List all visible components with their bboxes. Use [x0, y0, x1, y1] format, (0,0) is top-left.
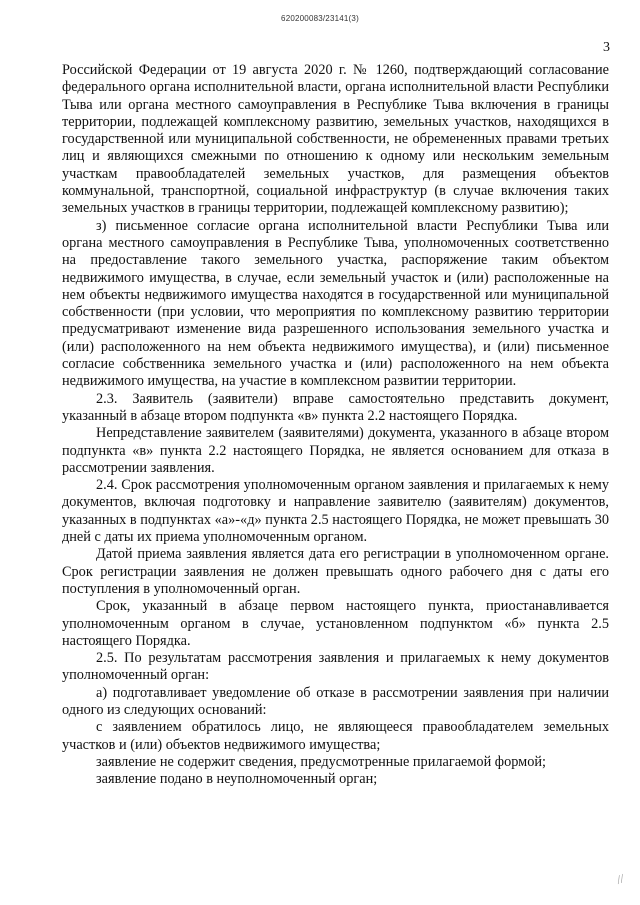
paragraph-2-3: 2.3. Заявитель (заявители) вправе самостоятельно представить документ, указанный в абзаце втором подпункта «в» пункта 2.2 настоящего Порядка. [62, 390, 609, 424]
paragraph-subitem-a: а) подготавливает уведомление об отказе в рассмотрении заявления при наличии одного из следующих оснований: [62, 684, 609, 718]
paragraph-non-submission: Непредставление заявителем (заявителями) документа, указанного в абзаце втором подпункта «в» пункта 2.2 настоящего Порядка, не является основанием для отказа в рассмотрении заявления. [62, 425, 609, 476]
paragraph-ground-2: заявление не содержит сведения, предусмотренные прилагаемой формой; [96, 753, 546, 770]
page-number: 3 [603, 40, 610, 55]
paragraph-term-suspension: Срок, указанный в абзаце первом настоящего пункта, приостанавливается уполномоченным органом в случае, установленном подпунктом «б» пункта 2.5 настоящего Порядка. [62, 598, 609, 649]
paragraph-2-4: 2.4. Срок рассмотрения уполномоченным органом заявления и прилагаемых к нему документов, включая подготовку и направление заявителю (заявителям) документов, указанных в подпунктах «а»-«д» пункта 2.5 настоящего Порядка, не может превышать 30 дней с даты их приема уполномоченным органом. [62, 477, 609, 546]
paragraph-continuation: Российской Федерации от 19 августа 2020 г. № 1260, подтверждающий согласование федерального органа исполнительной власти, органа исполнительной власти Республики Тыва или органа местного самоуправления в Республике Тыва включения в границы территории, подлежащей комплексному развитию, земельных участков, находящихся в государственной или муниципальной собственности, не обремененных правами третьих лиц и являющихся смежными по отношению к одному или нескольким земельным участкам правообладателей земельных участков, для размещения объектов коммунальной, транспортной, социальной инфраструктур (в случае включения таких земельных участков в границы территории, подлежащей комплексному развитию); [62, 62, 609, 217]
handwritten-mark: // [614, 871, 627, 887]
paragraph-ground-1: с заявлением обратилось лицо, не являющееся правообладателем земельных участков и (или) объектов недвижимого имущества; [62, 719, 609, 753]
paragraph-2-5: 2.5. По результатам рассмотрения заявления и прилагаемых к нему документов уполномоченный орган: [62, 650, 609, 684]
paragraph-subitem-z: з) письменное согласие органа исполнительной власти Республики Тыва или органа местного самоуправления в Республике Тыва, уполномоченных соответственно на предоставление такого земельного участка, распоряжение таким объектом недвижимого имущества, в случае, если земельный участок и (или) расположенные на нем объекты недвижимого имущества находятся в государственной или муниципальной собственности (при условии, что мероприятия по комплексному развитию территории предусматривают изменение вида разрешенного использования земельного участка и (или) расположенного на нем объекта недвижимого имущества), и (или) письменное согласие собственника земельного участка и (или) расположенного на нем объекта недвижимого имущества, на участие в комплексном развитии территории. [62, 217, 609, 390]
document-body [62, 62, 609, 788]
paragraph-receipt-date: Датой приема заявления является дата его регистрации в уполномоченном органе. Срок регистрации заявления не должен превышать одного рабочего дня с даты его поступления в уполномоченный орган. [62, 546, 609, 597]
document-id: 620200083/23141(3) [281, 14, 359, 23]
paragraph-ground-3: заявление подано в неуполномоченный орган; [96, 771, 378, 788]
